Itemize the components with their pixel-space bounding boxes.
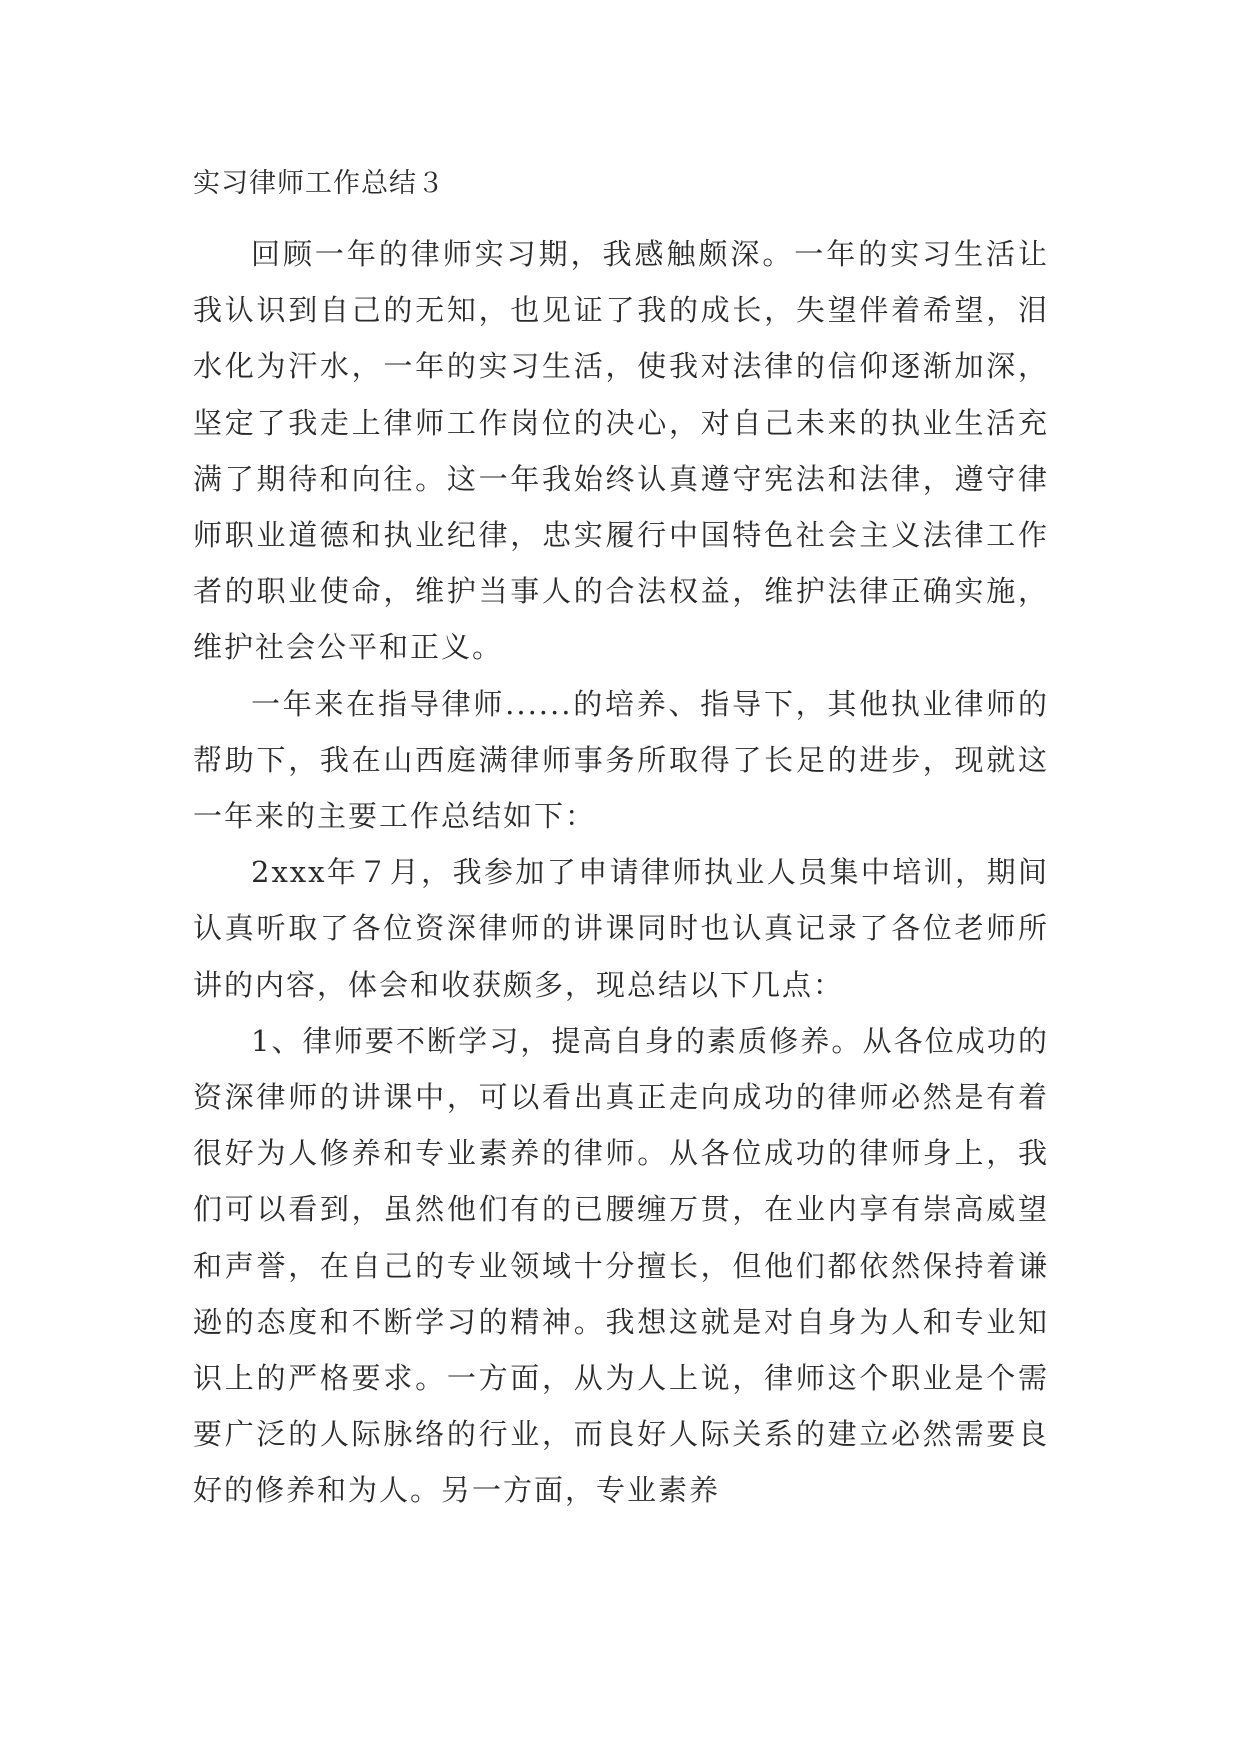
document-body bbox=[193, 226, 1049, 1519]
document-title: 实习律师工作总结３ bbox=[193, 168, 445, 199]
paragraph-training: 2xxx年７月，我参加了申请律师执业人员集中培训，期间认真听取了各位资深律师的讲课同时也认真记录了各位老师所讲的内容，体会和收获颇多，现总结以下几点： bbox=[193, 855, 1049, 1002]
paragraph-review: 回顾一年的律师实习期，我感触颇深。一年的实习生活让我认识到自己的无知，也见证了我的成长，失望伴着希望，泪水化为汗水，一年的实习生活，使我对法律的信仰逐渐加深，坚定了我走上律师工作岗位的决心，对自己未来的执业生活充满了期待和向往。这一年我始终认真遵守宪法和法律，遵守律师职业道德和执业纪律，忠实履行中国特色社会主义法律工作者的职业使命，维护当事人的合法权益，维护法律正确实施，维护社会公平和正义。 bbox=[193, 237, 1049, 665]
paragraph-point-1: 1、律师要不断学习，提高自身的素质修养。从各位成功的资深律师的讲课中，可以看出真正走向成功的律师必然是有着很好为人修养和专业素养的律师。从各位成功的律师身上，我们可以看到，虽然他们有的已腰缠万贯，在业内享有崇高威望和声誉，在自己的专业领域十分擅长，但他们都依然保持着谦逊的态度和不断学习的精神。我想这就是对自身为人和专业知识上的严格要求。一方面，从为人上说，律师这个职业是个需要广泛的人际脉络的行业，而良好人际关系的建立必然需要良好的修养和为人。另一方面，专业素养 bbox=[193, 1023, 1049, 1508]
paragraph-intro: 一年来在指导律师......的培养、指导下，其他执业律师的帮助下，我在山西庭满律师事务所取得了长足的进步，现就这一年来的主要工作总结如下： bbox=[193, 686, 1049, 834]
